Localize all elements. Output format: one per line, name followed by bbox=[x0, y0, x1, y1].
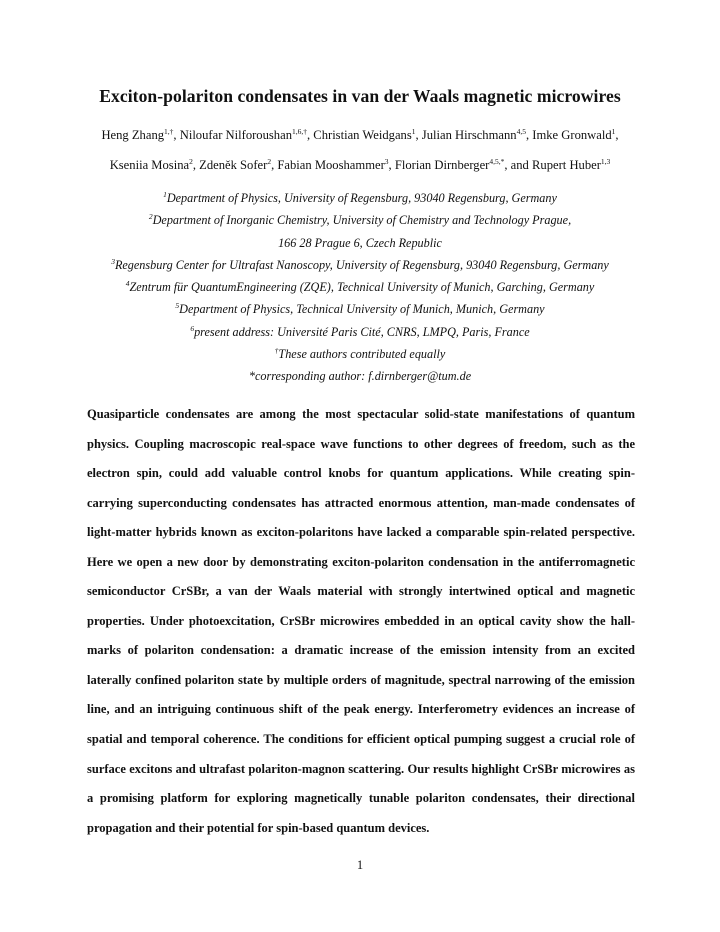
author-affiliation-mark: 2 bbox=[189, 157, 193, 166]
author-separator: , bbox=[173, 128, 180, 142]
affiliation-mark: 5 bbox=[175, 301, 180, 311]
affiliation-line bbox=[40, 209, 680, 231]
author-affiliation-mark: 3 bbox=[384, 157, 389, 166]
affiliation-text: 166 28 Prague 6, Czech Republic bbox=[278, 235, 442, 250]
affiliation-line bbox=[40, 187, 680, 209]
affiliation-mark: 6 bbox=[190, 323, 195, 333]
author-separator: , bbox=[415, 128, 422, 142]
page-number: 1 bbox=[356, 858, 364, 872]
author-separator: , bbox=[307, 128, 314, 142]
author-affiliation-mark: 1 bbox=[611, 127, 616, 136]
author-line-2 bbox=[60, 158, 660, 173]
affiliation-text: Department of Physics, University of Regensburg, 93040 Regensburg, Germany bbox=[166, 191, 557, 205]
affiliation-mark: 3 bbox=[111, 256, 115, 266]
author-affiliation-mark: 2 bbox=[267, 157, 272, 166]
affiliation-mark: 1 bbox=[163, 190, 167, 199]
abstract: Quasiparticle condensates are among the most spectacular solid-state manifestations of quantum physics. Coupling macroscopic real-space wave functions to other degrees of freedom, such as the electron spin, could add valuable control knobs for quantum applications. While creating spin-carrying superconducting condensates has attracted enormous attention, man-made condensates of light-matter hybrids known as exciton-polaritons have lacked a comparable spin-related perspective. Here we open a new door by demonstrating exciton-polariton condensation in the antiferromagnetic semiconductor CrSBr, a van der Waals material with strongly intertwined optical and magnetic properties. Under photoexcitation, CrSBr microwires embedded in an optical cavity show the hall-marks of polariton condensation: a dramatic increase of the emission intensity from an excited laterally confined polariton state by multiple orders of magnitude, spectral narrowing of the emission line, and an intriguing continuous shift of the peak energy. Interferometry evidences an increase of spatial and temporal coherence. The conditions for efficient optical pumping suggest a crucial role of surface excitons and ultrafast polariton-magnon scattering. Our results highlight CrSBr microwires as a promising platform for exploring magnetically tunable polariton condensates, their directional propagation and their potential for spin-based quantum devices. bbox=[87, 407, 635, 835]
affiliation-text: Regensburg Center for Ultrafast Nanoscopy, University of Regensburg, 93040 Regensburg, Germany bbox=[114, 257, 609, 272]
author-name: Fabian Mooshammer bbox=[277, 158, 385, 172]
author-affiliation-mark: 4,5 bbox=[516, 127, 526, 136]
author-separator: , and bbox=[504, 158, 533, 172]
author-name: Niloufar Nilforoushan bbox=[179, 128, 292, 142]
affiliation-line bbox=[40, 276, 680, 298]
affiliation-mark: † bbox=[274, 346, 279, 356]
affiliation-line bbox=[40, 365, 680, 387]
author-separator: , bbox=[615, 128, 619, 142]
author-line-1 bbox=[60, 128, 660, 143]
affiliation-mark: 4 bbox=[125, 279, 130, 289]
author-separator: , bbox=[388, 158, 395, 172]
author-separator: , bbox=[525, 128, 533, 142]
affiliation-line bbox=[40, 321, 680, 343]
author-name: Kseniia Mosina bbox=[109, 158, 190, 172]
author-name: Julian Hirschmann bbox=[421, 128, 517, 142]
affiliation-text: present address: Université Paris Cité, CNRS, LMPQ, Paris, France bbox=[194, 324, 530, 339]
author-separator: , bbox=[192, 158, 200, 172]
paper-title: Exciton-polariton condensates in van der Waals magnetic microwires bbox=[99, 86, 621, 106]
author-name: Heng Zhang bbox=[101, 128, 165, 142]
author-affiliation-mark: 4,5,* bbox=[489, 157, 505, 166]
author-affiliation-mark: 1,6,† bbox=[292, 127, 307, 136]
affiliation-text: Department of Inorganic Chemistry, University of Chemistry and Technology Prague, bbox=[152, 213, 572, 228]
affiliation-line bbox=[40, 232, 680, 254]
affiliation-line bbox=[40, 254, 680, 276]
author-name: Florian Dirnberger bbox=[394, 158, 490, 172]
author-name: Christian Weidgans bbox=[313, 128, 412, 142]
affiliation-text: *corresponding author: f.dirnberger@tum.de bbox=[248, 369, 472, 384]
author-separator: , bbox=[271, 158, 278, 172]
author-name: Zdeněk Sofer bbox=[199, 158, 268, 172]
author-affiliation-mark: 1 bbox=[411, 127, 416, 136]
affiliation-text: These authors contributed equally bbox=[278, 347, 446, 362]
author-name: Rupert Huber bbox=[532, 158, 601, 172]
author-affiliation-mark: 1,3 bbox=[600, 157, 611, 166]
affiliations bbox=[40, 187, 680, 388]
affiliation-mark: 2 bbox=[148, 212, 153, 222]
affiliation-text: Department of Physics, Technical University of Munich, Munich, Germany bbox=[179, 302, 545, 317]
affiliation-line bbox=[40, 298, 680, 320]
affiliation-text: Zentrum für QuantumEngineering (ZQE), Technical University of Munich, Garching, Germany bbox=[129, 280, 595, 295]
author-name: Imke Gronwald bbox=[532, 128, 612, 142]
author-affiliation-mark: 1,† bbox=[164, 127, 174, 136]
affiliation-line bbox=[40, 343, 680, 365]
